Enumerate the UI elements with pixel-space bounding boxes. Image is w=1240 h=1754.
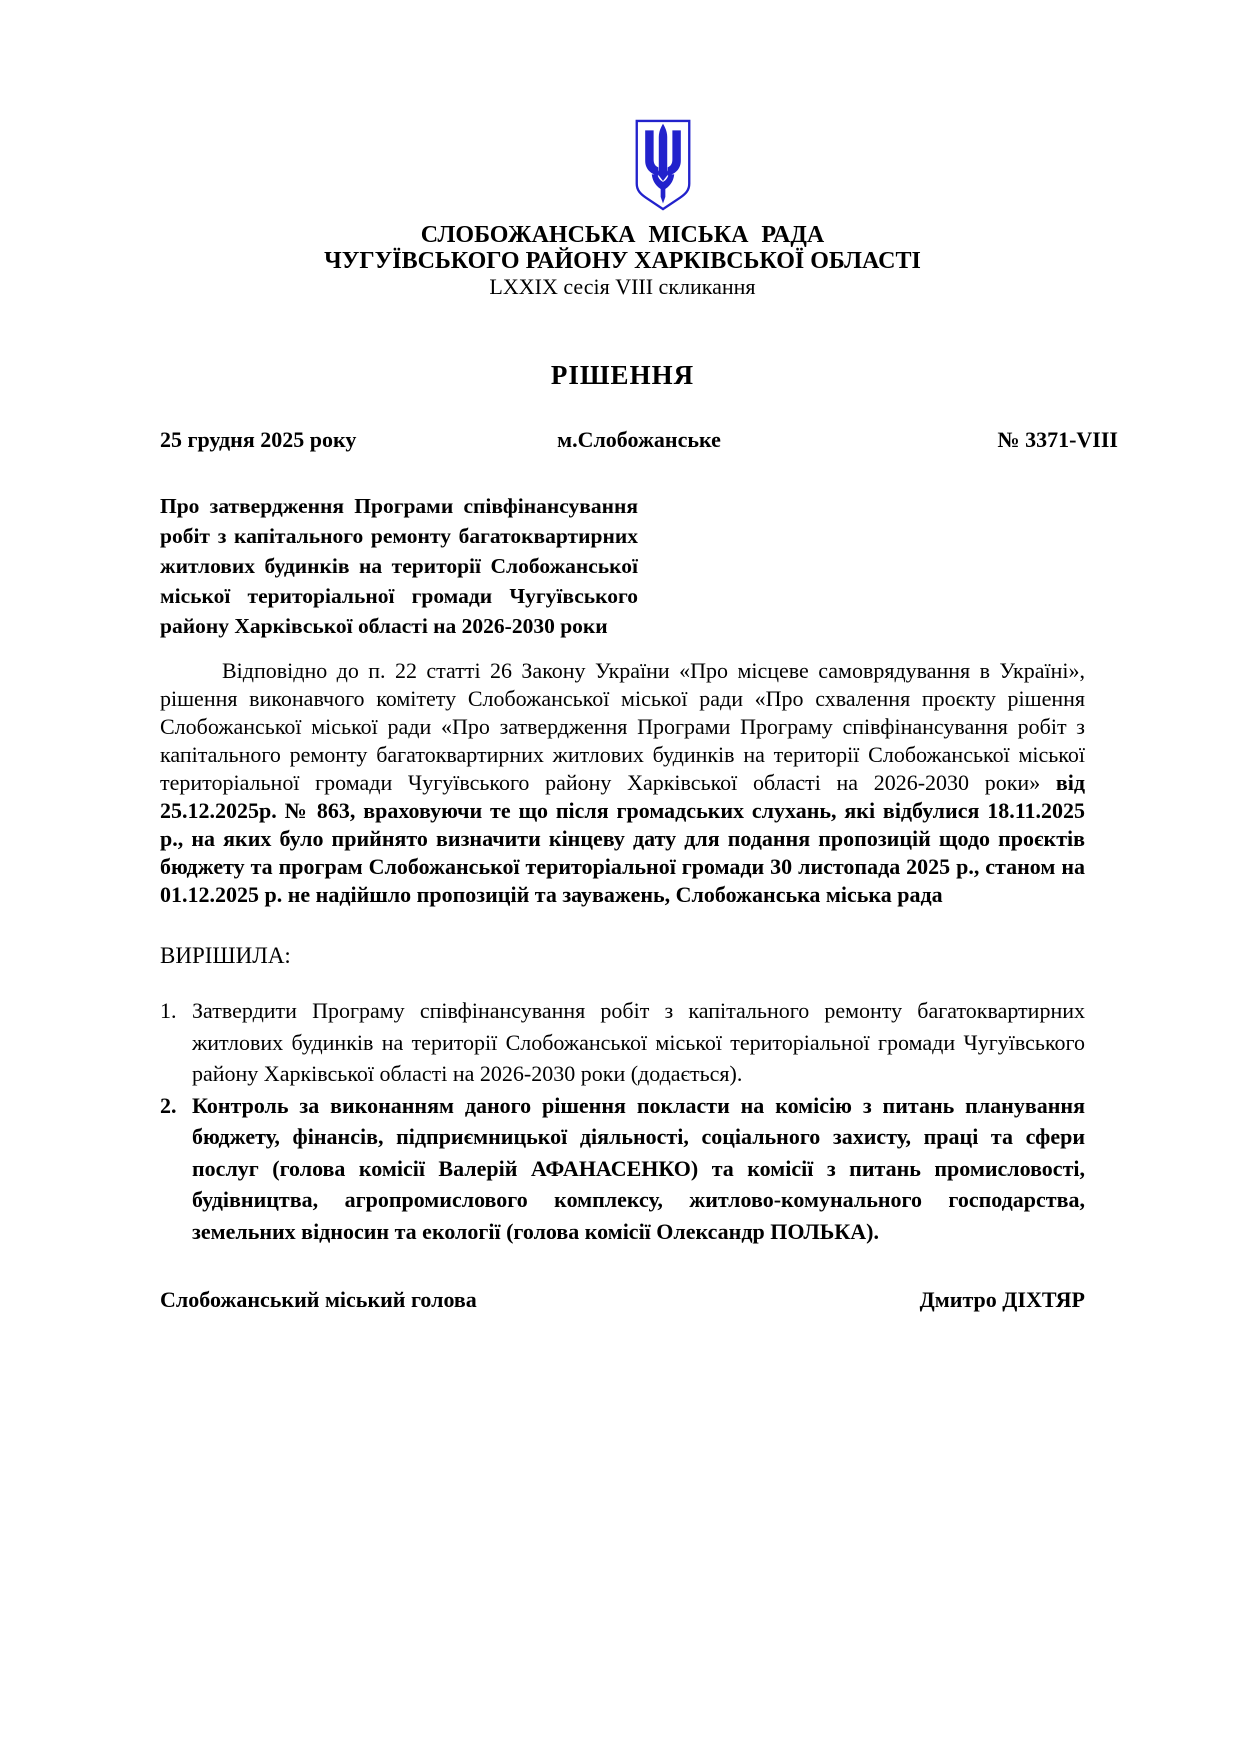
list-item-text: Контроль за виконанням даного рішення покласти на комісію з питань планування бюджету, фінансів, підприємницької діяльності, соціального захисту, праці та сфери послуг (голова комісії Валерій АФАНАСЕНКО) та комісії з питань промисловості, будівництва, агропромислового комплексу, житлово-комунального господарства, земельних відносин та екології (голова комісії Олександр ПОЛЬКА). — [192, 1092, 1085, 1244]
decision-items-list — [160, 995, 1085, 1247]
document-date: 25 грудня 2025 року — [160, 427, 357, 452]
signatory-position: Слобожанський міський голова — [160, 1287, 477, 1312]
signature-row — [160, 1287, 1085, 1313]
document-number: № 3371-VIII — [997, 427, 1118, 452]
list-item-text: Затвердити Програму співфінансування робіт з капітального ремонту багатоквартирних житлових будинків на території Слобожанської міської територіальної громади Чугуївського району Харківської області на 2026-2030 роки (додається). — [192, 998, 1085, 1086]
meta-row — [160, 427, 1118, 453]
signatory-name: Дмитро ДІХТЯР — [919, 1287, 1085, 1312]
list-item-number: 2. — [160, 1092, 177, 1118]
preamble-bold-segment: від 25.12.2025р. № 863, враховуючи те що після громадських слухань, які відбулися 18.11.2025 р., на яких було прийнято визначити кінцеву дату для подання пропозицій щодо проєктів бюджету та програм Слобожанської територіальної громади 30 листопада 2025 р., станом на 01.12.2025 р. не надійшло пропозицій та зауважень, Слобожанська міська рада — [160, 770, 1085, 907]
document-place: м.Слобожанське — [557, 427, 721, 452]
resolved-heading: ВИРІШИЛА: — [160, 943, 291, 968]
list-item — [160, 1090, 1085, 1248]
org-name-line1: СЛОБОЖАНСЬКА МІСЬКА РАДА — [420, 222, 825, 248]
document-type-heading: РІШЕННЯ — [550, 360, 695, 390]
list-item-number: 1. — [160, 998, 177, 1023]
list-item — [160, 995, 1085, 1090]
session-line: LXXIX сесія VIII скликання — [489, 274, 756, 299]
preamble-regular-segment: Відповідно до п. 22 статті 26 Закону України «Про місцеве самоврядування в Україні», рішення виконавчого комітету Слобожанської міської ради «Про схвалення проєкту рішення Слобожанської міської ради «Про затвердження Програми Програму співфінансування робіт з капітального ремонту багатоквартирних житлових будинків на території Слобожанської міської територіальної громади Чугуївського району Харківської області на 2026-2030 роки» — [160, 658, 1085, 795]
preamble-paragraph — [160, 657, 1085, 909]
ukraine-trident-emblem-icon — [633, 118, 693, 212]
document-title: Про затвердження Програми співфінансування робіт з капітального ремонту багатоквартирних житлових будинків на території Слобожанської міської територіальної громади Чугуївського району Харківської області на 2026-2030 роки — [160, 494, 638, 638]
emblem-container — [160, 0, 1085, 212]
org-name-line2: ЧУГУЇВСЬКОГО РАЙОНУ ХАРКІВСЬКОЇ ОБЛАСТІ — [324, 248, 921, 274]
